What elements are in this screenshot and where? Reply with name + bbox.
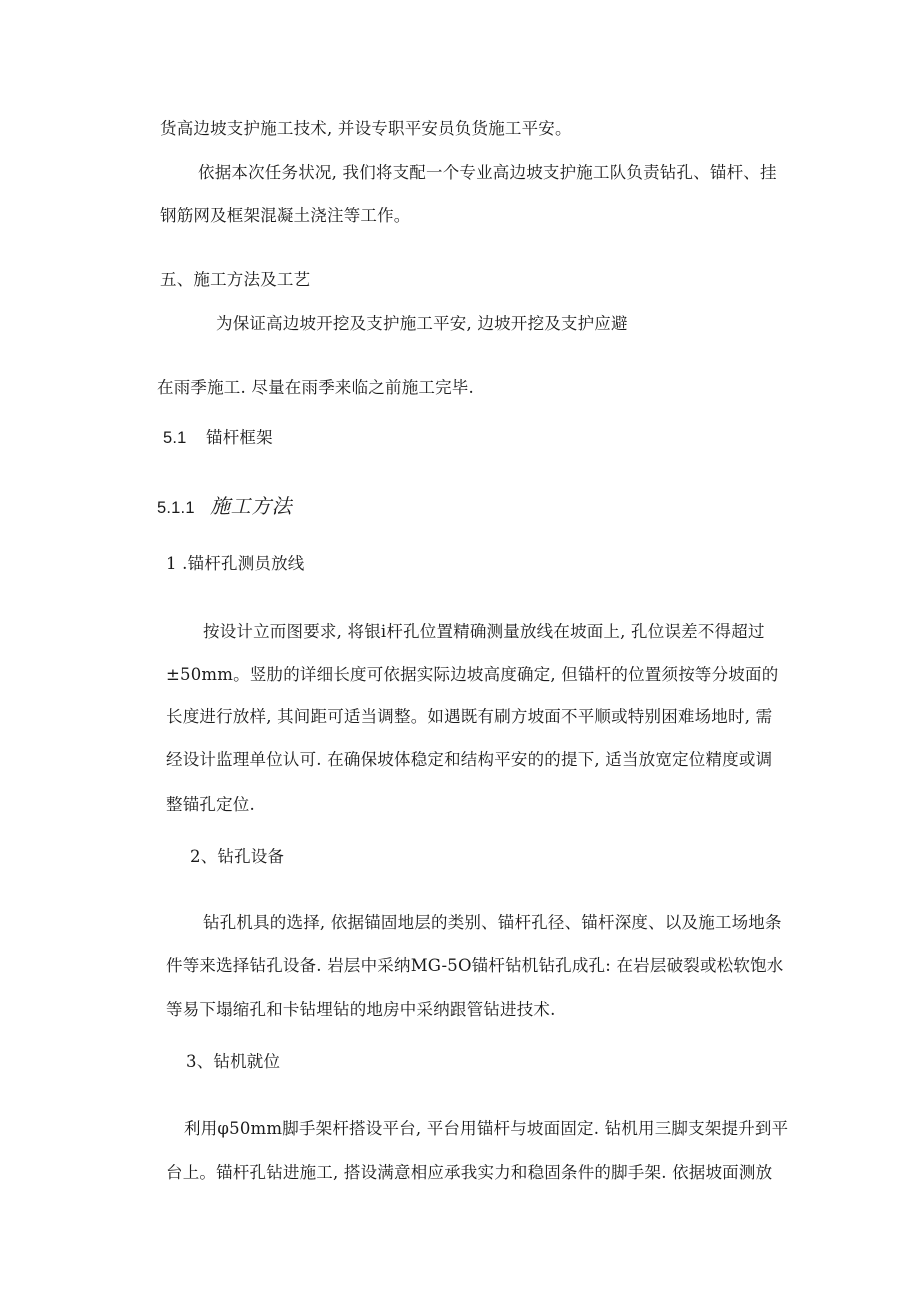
subsubsection-heading xyxy=(157,495,292,519)
heading-text: 施工方法 xyxy=(210,494,293,518)
paragraph-line: ±50mm。竖肋的详细长度可依据实际边坡高度确定, 但锚杆的位置须按等分坡面的 xyxy=(166,665,779,684)
section-heading: 五、施工方法及工艺 xyxy=(160,270,311,289)
paragraph-line: 整锚孔定位. xyxy=(166,795,255,814)
step-heading: 3、钻机就位 xyxy=(186,1052,281,1071)
paragraph-line: 在雨季施工. 尽量在雨季来临之前施工完毕. xyxy=(157,378,474,397)
heading-number: 5.1 xyxy=(163,429,187,447)
paragraph-line: 经设计监理单位认可. 在确保坡体稳定和结构平安的的提下, 适当放宽定位精度或调 xyxy=(166,750,773,769)
paragraph-line: 按设计立而图要求, 将银i杆孔位置精确测量放线在坡面上, 孔位误差不得超过 xyxy=(203,622,765,641)
heading-text: 锚杆框架 xyxy=(206,428,273,447)
paragraph-line: 等易下塌缩孔和卡钻埋钻的地房中采纳跟管钻进技术. xyxy=(166,1000,556,1019)
step-heading: 2、钻孔设备 xyxy=(190,847,285,866)
paragraph-line: 台上。锚杆孔钻进施工, 搭设满意相应承我实力和稳固条件的脚手架. 依据坡面测放 xyxy=(166,1163,773,1182)
heading-number: 5.1.1 xyxy=(157,499,195,517)
paragraph-line: 利用φ50mm脚手架杆搭设平台, 平台用锚杆与坡面固定. 钻机用三脚支架提升到平 xyxy=(184,1119,789,1138)
paragraph-line: 货高边坡支护施工技术, 并设专职平安员负货施工平安。 xyxy=(160,119,572,138)
step-heading: 1 .锚杆孔测员放线 xyxy=(166,554,305,573)
paragraph-line: 长度进行放样, 其间距可适当调整。如遇既有刷方坡面不平顺或特别困难场地时, 需 xyxy=(166,707,773,726)
paragraph-line: 依据本次任务状况, 我们将支配一个专业高边坡支护施工队负责钻孔、锚杆、挂 xyxy=(198,163,777,182)
paragraph-line: 为保证高边坡开挖及支护施工平安, 边坡开挖及支护应避 xyxy=(216,314,628,333)
subsection-heading xyxy=(163,427,273,449)
paragraph-line: 件等来选择钻孔设备. 岩层中采纳MG-5O锚杆钻机钻孔成孔: 在岩层破裂或松软饱水 xyxy=(166,956,784,975)
paragraph-line: 钢筋网及框架混凝土浇注等工作。 xyxy=(160,206,411,225)
paragraph-line: 钻孔机具的选择, 依据锚固地层的类别、锚杆孔径、锚杆深度、以及施工场地条 xyxy=(203,913,782,932)
